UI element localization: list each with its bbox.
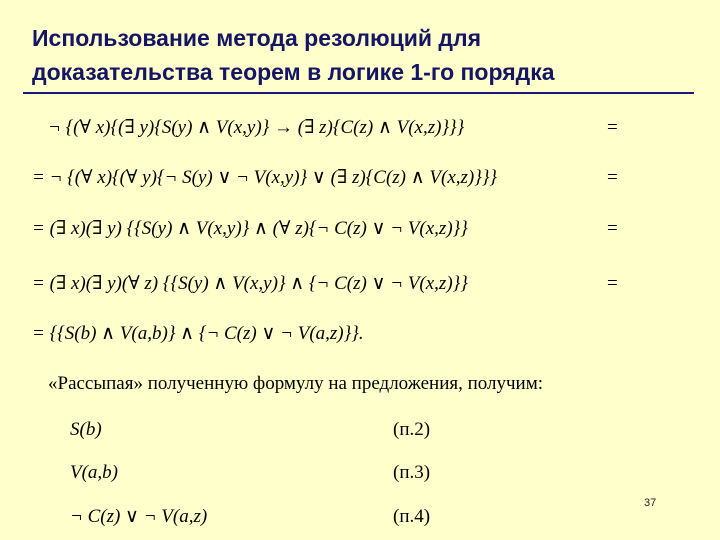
clause-2-formula: V(a,b) bbox=[70, 462, 119, 483]
derivation-line-3: = (∃ x)(∃ y) {{S(y) ∧ V(x,y)} ∧ (∀ z){¬ C(z) ∨ ¬ V(x,z)}} bbox=[32, 218, 468, 239]
clause-1-ref: (п.2) bbox=[393, 419, 431, 440]
derivation-line-4: = (∃ x)(∃ y)(∀ z) {{S(y) ∧ V(x,y)} ∧ {¬ C(z) ∨ ¬ V(x,z)}} bbox=[32, 273, 468, 294]
derivation-line-2-equals: = bbox=[607, 167, 618, 188]
title-line-2: доказательства теорем в логике 1-го порядка bbox=[32, 59, 555, 85]
derivation-line-1-equals: = bbox=[607, 117, 618, 138]
derivation-line-1: ¬ {(∀ x){(∃ y){S(y) ∧ V(x,y)} → (∃ z){C(z) ∧ V(x,z)}}} bbox=[48, 117, 465, 138]
title-underline bbox=[23, 92, 694, 94]
derivation-line-3-equals: = bbox=[607, 218, 618, 239]
derivation-line-4-equals: = bbox=[607, 273, 618, 294]
clause-1-formula: S(b) bbox=[70, 419, 102, 440]
clause-3-formula: ¬ C(z) ∨ ¬ V(a,z) bbox=[70, 506, 208, 527]
explanation-text: «Рассыпая» полученную формулу на предложения, получим: bbox=[48, 373, 544, 394]
slide-title bbox=[32, 21, 702, 89]
title-line-1: Использование метода резолюций для bbox=[32, 25, 482, 51]
page-number: 37 bbox=[644, 497, 657, 509]
derivation-line-5: = {{S(b) ∧ V(a,b)} ∧ {¬ C(z) ∨ ¬ V(a,z)}}. bbox=[32, 323, 364, 344]
derivation-line-2: = ¬ {(∀ x){(∀ y){¬ S(y) ∨ ¬ V(x,y)} ∨ (∃ z){C(z) ∧ V(x,z)}}} bbox=[32, 167, 498, 188]
clause-3-ref: (п.4) bbox=[393, 506, 431, 527]
clause-2-ref: (п.3) bbox=[393, 462, 431, 483]
